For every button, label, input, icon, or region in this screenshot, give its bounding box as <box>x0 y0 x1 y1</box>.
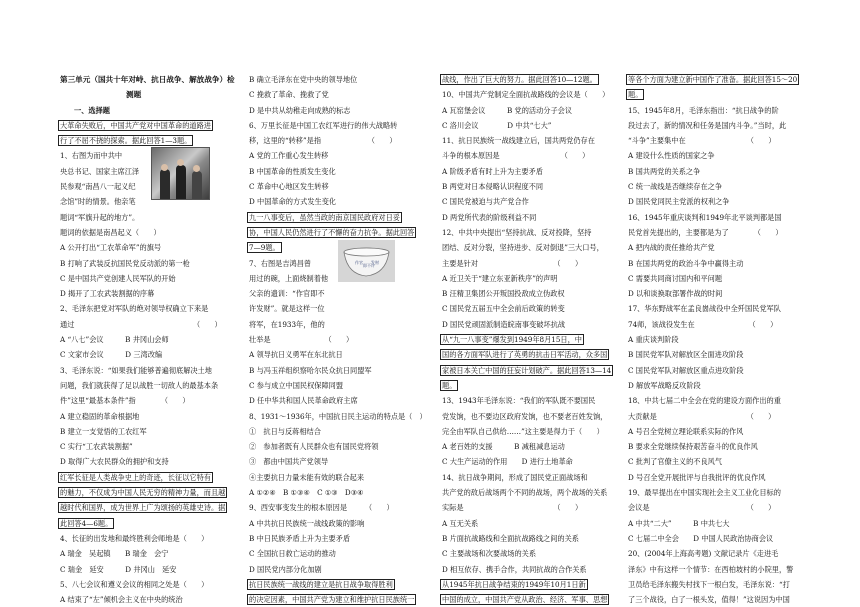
boxed-passage: 7—9题。 <box>249 243 280 253</box>
col3-line: A 老百姓的支援 B 减租减息运动 <box>442 442 565 452</box>
col2-line: A ①②④ B ①③④ C ①③ D③④ <box>249 488 364 498</box>
boxed-passage: 题。 <box>442 380 457 390</box>
col3-line: C 国民党五届五中全会前后政策的转变 <box>442 304 565 314</box>
col3-line: A 瓦窑堡会议 B 党的活动分子会议 <box>442 105 573 115</box>
col3-line: C 主要战场和次要战场的关系 <box>442 549 537 559</box>
col2-line: D 任中华共和国人民革命政府主席 <box>249 396 358 406</box>
col1-line <box>60 470 240 485</box>
col3-line: 实际是 （ ） <box>442 503 583 513</box>
col4-line: 会议是 （ ） <box>628 503 776 513</box>
bowl-inscription-1: 作官 <box>355 260 363 265</box>
col2-line: 9、西安事变发生的根本原因是 （ ） <box>249 503 394 513</box>
col2-line <box>249 577 431 592</box>
col1-line <box>60 516 240 531</box>
col4-line: 20、(2004年上海高考题) 文献记录片《走进毛 <box>628 549 779 559</box>
col1-line: 题词“军旗升起的地方”。 <box>60 212 140 222</box>
col1-line: B 建立一支觉悟的工农红军 <box>60 426 147 436</box>
col1-line: A 瑞金 吴起镇 B 瑞金 会宁 <box>60 549 169 559</box>
col4-line: 18、中共七届二中全会在党的建设方面作出的重 <box>628 396 781 406</box>
col1-line: 5、八七会议和遵义会议的相同之处是（ ） <box>60 579 209 589</box>
col1-line <box>60 485 240 500</box>
boxed-passage: 等各个方面为建立新中国作了准备。据此回答15～20 <box>628 75 798 84</box>
col2-line: B 中日民族矛盾上升为主要矛盾 <box>249 533 351 543</box>
col4-line: B 在国共两党的政治斗争中赢得主动 <box>628 258 744 268</box>
col2-line <box>249 225 431 240</box>
col3-line: D 国民党顽固派制造皖南事变破坏抗战 <box>442 319 566 329</box>
col3-line: 共产党的敌后战场两个不同的战场，两个战场的关系 <box>442 488 608 498</box>
col1-line: 1、右图为而中共中 <box>60 151 123 161</box>
col4-line: “斗争”主要集中在 （ ） <box>628 136 776 146</box>
col4-line: 民党首先提出的，主要都是为了 （ ） <box>628 227 783 237</box>
col4-line <box>628 87 814 102</box>
boxed-passage: 题。 <box>628 90 643 100</box>
boxed-passage: 协，中国人民仍然进行了不懈的奋力抗争。据此回答 <box>249 227 415 237</box>
col2-line: 6、万里长征是中国工农红军进行的伟大战略转 <box>249 120 398 130</box>
col1-line: 问题，我们就获得了足以战胜一切敌人的最基本条 <box>60 380 219 390</box>
col3-line <box>442 347 622 362</box>
boxed-passage: 大革命失败后，中国共产党对中国革命的道路进 <box>60 120 211 130</box>
col2-line: 壮举是 （ ） <box>249 335 354 345</box>
col4-line: 了三个战役，白了一根头发，值得！”这说因为中国 <box>628 595 790 605</box>
col3-line <box>442 72 622 87</box>
boxed-passage: 行了不屈不挠的探索。据此回答1—3题。 <box>60 136 192 146</box>
col4-line: 15、1945年8月，毛泽东指出：“抗日战争的阶 <box>628 105 779 115</box>
col4-line: A 中共“二大” B 中共七大 <box>628 518 730 528</box>
col4-line: D 解放军战略反攻阶段 <box>628 380 701 390</box>
col3-line: B 汪精卫集团公开叛国投敌成立伪政权 <box>442 289 565 299</box>
col3-line: C 国民党被迫与共产党合作 <box>442 197 529 207</box>
column-4 <box>628 72 814 607</box>
col1-line: 件”这里“最基本条件”指 （ ） <box>60 396 190 406</box>
boxed-passage: 的魅力，不仅成为中国人民无穷的精神力量，而且越 <box>60 488 226 498</box>
col1-line: 一、选择题 <box>74 105 110 115</box>
col2-line <box>249 210 431 225</box>
boxed-passage: 从1945年抗日战争结束的1949年10月1日新 <box>442 579 586 589</box>
boxed-passage: 红军长征是人类战争史上的奇迹，长征以它特有 <box>60 472 211 482</box>
boxed-passage: 的决定因素，中国共产党为建立和维护抗日民族统一 <box>249 595 415 605</box>
col2-line: C 参与成立中国民权保障同盟 <box>249 380 344 390</box>
col2-line: 7、右图是吉鸿昌曾 <box>249 258 312 268</box>
boxed-passage: 中国的成立，中国共产党从政治、经济、军事、思想 <box>442 595 608 605</box>
col2-line: D 中国革命的方式发生变化 <box>249 197 337 207</box>
col3-line: 完全由军队自己供给……”这主要是得力于（ ） <box>442 426 604 436</box>
col1-line: B 打响了武装反抗国民党反动派的第一枪 <box>60 258 190 268</box>
col3-line: 14、抗日战争期间，形成了国民党正面战场和 <box>442 472 588 482</box>
col4-line: C 需要共同商讨国内和平问题 <box>628 273 723 283</box>
col2-line: C 革命中心地区发生转移 <box>249 182 329 192</box>
col1-line: 4、长征的出发地和最终胜利会师地是（ ） <box>60 533 209 543</box>
col3-line: D 两党所代表的阶级利益不同 <box>442 212 537 222</box>
col4-line: D 国民党同民主党派的权利之争 <box>628 197 730 207</box>
col2-line: D 是中共从幼稚走向成熟的标志 <box>249 105 351 115</box>
column-3 <box>442 72 622 607</box>
col4-line: D 号召全党开展批评与自我批评的优良作风 <box>628 472 766 482</box>
col4-line: C 国民党军队对解放区重点进攻阶段 <box>628 365 744 375</box>
boxed-passage: 战线，作出了巨大的努力。据此回答10—12题。 <box>442 75 597 84</box>
boxed-passage: 国的各方面军队进行了英勇的抗击日军活动，众多国 <box>442 350 608 360</box>
bowl-inscription-2: 即不许 <box>363 263 375 268</box>
col4-line: B 要求全党继续保持艰苦奋斗的优良作风 <box>628 442 758 452</box>
col4-line: 19、最早提出在中国实现社会主义工业化目标的 <box>628 488 781 498</box>
col1-line: 通过 （ ） <box>60 319 222 329</box>
col4-line: 16、1945年重庆谈判和1949年北平谈判都是国 <box>628 212 782 222</box>
col4-line: 17、华东野战军在孟良崮战役中全歼国民党军队 <box>628 304 781 314</box>
col2-line: B 确立毛泽东在党中央的领导地位 <box>249 75 358 84</box>
bowl-inscription-3: 发财 <box>371 260 379 265</box>
col1-line: A 建立稳固的革命根据地 <box>60 411 140 421</box>
col1-line: 2、毛泽东把党对军队的绝对领导权确立下来是 <box>60 304 209 314</box>
col1-line <box>60 118 240 133</box>
col3-line: 团结、反对分裂，坚持进步、反对倒退”三大口号， <box>442 243 604 253</box>
col2-line: C 挽救了革命、挽救了党 <box>249 90 329 100</box>
boxed-passage: 九一八事变后，虽然当政的南京国民政府对日妥 <box>249 212 400 222</box>
col1-line: 题词的依据是南昌起义（ ） <box>60 227 161 237</box>
column-1 <box>60 72 240 607</box>
col1-line: A 结束了“左”倾机会主义在中央的统治 <box>60 595 183 605</box>
col1-line: D 取得广大农民群众的拥护和支持 <box>60 457 169 467</box>
column-2 <box>249 72 431 607</box>
col1-line: A 公开打出“工农革命军”的旗号 <box>60 243 162 253</box>
col2-line: 父亲的遗训：“作官即不 <box>249 289 325 299</box>
col3-line <box>442 577 622 592</box>
boxed-passage: 家被日本关亡中国的狂妄计划破产。据此回答13—14 <box>442 365 612 375</box>
col3-line: B 两党对日本侵略认识程度不同 <box>442 182 544 192</box>
col2-line: ② 参加者既有人民群众也有国民党将领 <box>249 442 379 452</box>
col2-line: ③ 都由中国共产党领导 <box>249 457 329 467</box>
col4-line: C 批判了官僚主义的不良风气 <box>628 457 723 467</box>
col1-line: A “八七”会议 B 井冈山会师 <box>60 335 169 345</box>
col4-line: 大贡献是 （ ） <box>628 411 776 421</box>
boxed-passage: 此回答4—6题。 <box>60 518 113 528</box>
col2-line <box>249 592 431 607</box>
nanchang-museum-photo <box>151 147 210 200</box>
col4-line: 卫员给毛泽东搬失村找下一根白发，毛泽东说：“打 <box>628 579 790 589</box>
col3-line: 13、1943年毛泽东说：“我们的军队既不要国民 <box>442 396 596 406</box>
bowl-photo <box>338 240 395 282</box>
boxed-passage: 从“九一八事变”爆发到1949年8月15日，中 <box>442 335 582 345</box>
col3-line <box>442 378 622 393</box>
col1-line: 第三单元（国共十年对峙、抗日战争、解放战争）检 <box>60 75 235 84</box>
col2-line: 许发财”。就是这样一位 <box>249 304 325 314</box>
col2-line: D 国民党内部分化加剧 <box>249 564 322 574</box>
col3-line <box>442 363 622 378</box>
col1-line <box>60 500 240 515</box>
col2-line: B 与冯玉祥组织察哈尔民众抗日同盟军 <box>249 365 372 375</box>
col2-line: 用过的碗，上面烧制着他 <box>249 273 329 283</box>
col1-line <box>60 133 240 148</box>
col3-line: 12、中共中央提出“坚持抗战、反对投降，坚持 <box>442 227 592 237</box>
col1-line: 念馆”时的情景。他亲笔 <box>60 197 136 207</box>
col4-line: C 七届二中全会 D 中国人民政治协商会议 <box>628 533 774 543</box>
col1-line: C 瑞金 延安 D 井冈山 延安 <box>60 564 177 574</box>
col4-line: B 国共两党的关系之争 <box>628 166 701 176</box>
col3-line <box>442 592 622 607</box>
col4-line: A 号召全党树立理论联系实际的作风 <box>628 426 744 436</box>
col4-line: 段过去了，新的情况和任务是国内斗争。”当时，此 <box>628 120 787 130</box>
col3-line <box>442 332 622 347</box>
col3-line: D 相互依存、携手合作，共同抗战的合作关系 <box>442 564 587 574</box>
col1-line: C 实行“工农武装割据” <box>60 442 133 452</box>
col2-line: 8、1931～1936年，中国抗日民主运动的特点是（ ） <box>249 411 427 421</box>
col2-line: B 中国革命的性质发生变化 <box>249 166 336 176</box>
col2-line: C 全国抗日救亡运动的推动 <box>249 549 336 559</box>
col1-line: 央总书记、国家主席江泽 <box>60 166 140 176</box>
col2-line: A 中共抗日民族统一战线政策的影响 <box>249 518 365 528</box>
col3-line: 主要是针对 （ ） <box>442 258 583 268</box>
col1-line: C 文家市会议 D 三湾改编 <box>60 350 163 360</box>
col3-line: A 近卫关于“建立东亚新秩序”的声明 <box>442 273 558 283</box>
col2-line: 将军，在1933年，他的 <box>249 319 325 329</box>
col4-line: 74师，该战役发生在 （ ） <box>628 319 778 329</box>
boxed-passage: 越时代和国界，成为世界上广为颂扬的英雄史诗。据 <box>60 503 226 513</box>
col3-line: C 洛川会议 D 中共“七大” <box>442 120 552 130</box>
col2-line: 移，这里的“转移”是指 （ ） <box>249 136 397 146</box>
col3-line: A 阶级矛盾有时上升为主要矛盾 <box>442 166 543 176</box>
col3-line: A 互无关系 <box>442 518 479 528</box>
col2-line: ④主要抗日力量未能有效的联合起来 <box>249 472 365 482</box>
col2-line: A 领导抗日义勇军在东北抗日 <box>249 350 343 360</box>
col1-line: 测题 <box>126 90 142 100</box>
col3-line: 10、中国共产党制定全面抗战路线的会议是（ ） <box>442 90 610 100</box>
col1-line: C 是中国共产党创建人民军队的开始 <box>60 273 176 283</box>
col3-line: 11、抗日民族统一战线建立后，国共两党仍存在 <box>442 136 595 146</box>
col4-line: B 国民党军队对解放区全面进攻阶段 <box>628 350 744 360</box>
col4-line: D 以和谈换取部署作战的时间 <box>628 289 723 299</box>
col4-line: A 重庆谈判阶段 <box>628 335 679 345</box>
col4-line: 泽东》中有这样一个情节：在西柏坡村的小院里，警 <box>628 564 794 574</box>
col1-line: 3、毛泽东说：“如果我们能够普遍彻底解决土地 <box>60 365 212 375</box>
col1-line: 民参观“南昌八一起义纪 <box>60 182 136 192</box>
col3-line: 党发饷，也不要边区政府发饷，也不要老百姓发饷， <box>442 411 608 421</box>
col3-line: C 大生产运动的作用 D 进行土地革命 <box>442 457 573 467</box>
boxed-passage: 抗日民族统一战线的建立是抗日战争取得胜利 <box>249 579 393 589</box>
col2-line: ① 抗日与反蒋相结合 <box>249 426 321 436</box>
col4-line: A 建设什么性质的国家之争 <box>628 151 715 161</box>
col3-line: B 片面抗战路线和全面抗战路线之间的关系 <box>442 533 579 543</box>
col4-line: C 统一战线是否继续存在之争 <box>628 182 723 192</box>
col3-line: 斗争的根本原因是 （ ） <box>442 151 590 161</box>
col2-line: A 党的工作重心发生转移 <box>249 151 329 161</box>
col4-line: A 把内战的责任推给共产党 <box>628 243 715 253</box>
col1-line: D 揭开了工农武装割据的序幕 <box>60 289 155 299</box>
col4-line <box>628 72 814 87</box>
